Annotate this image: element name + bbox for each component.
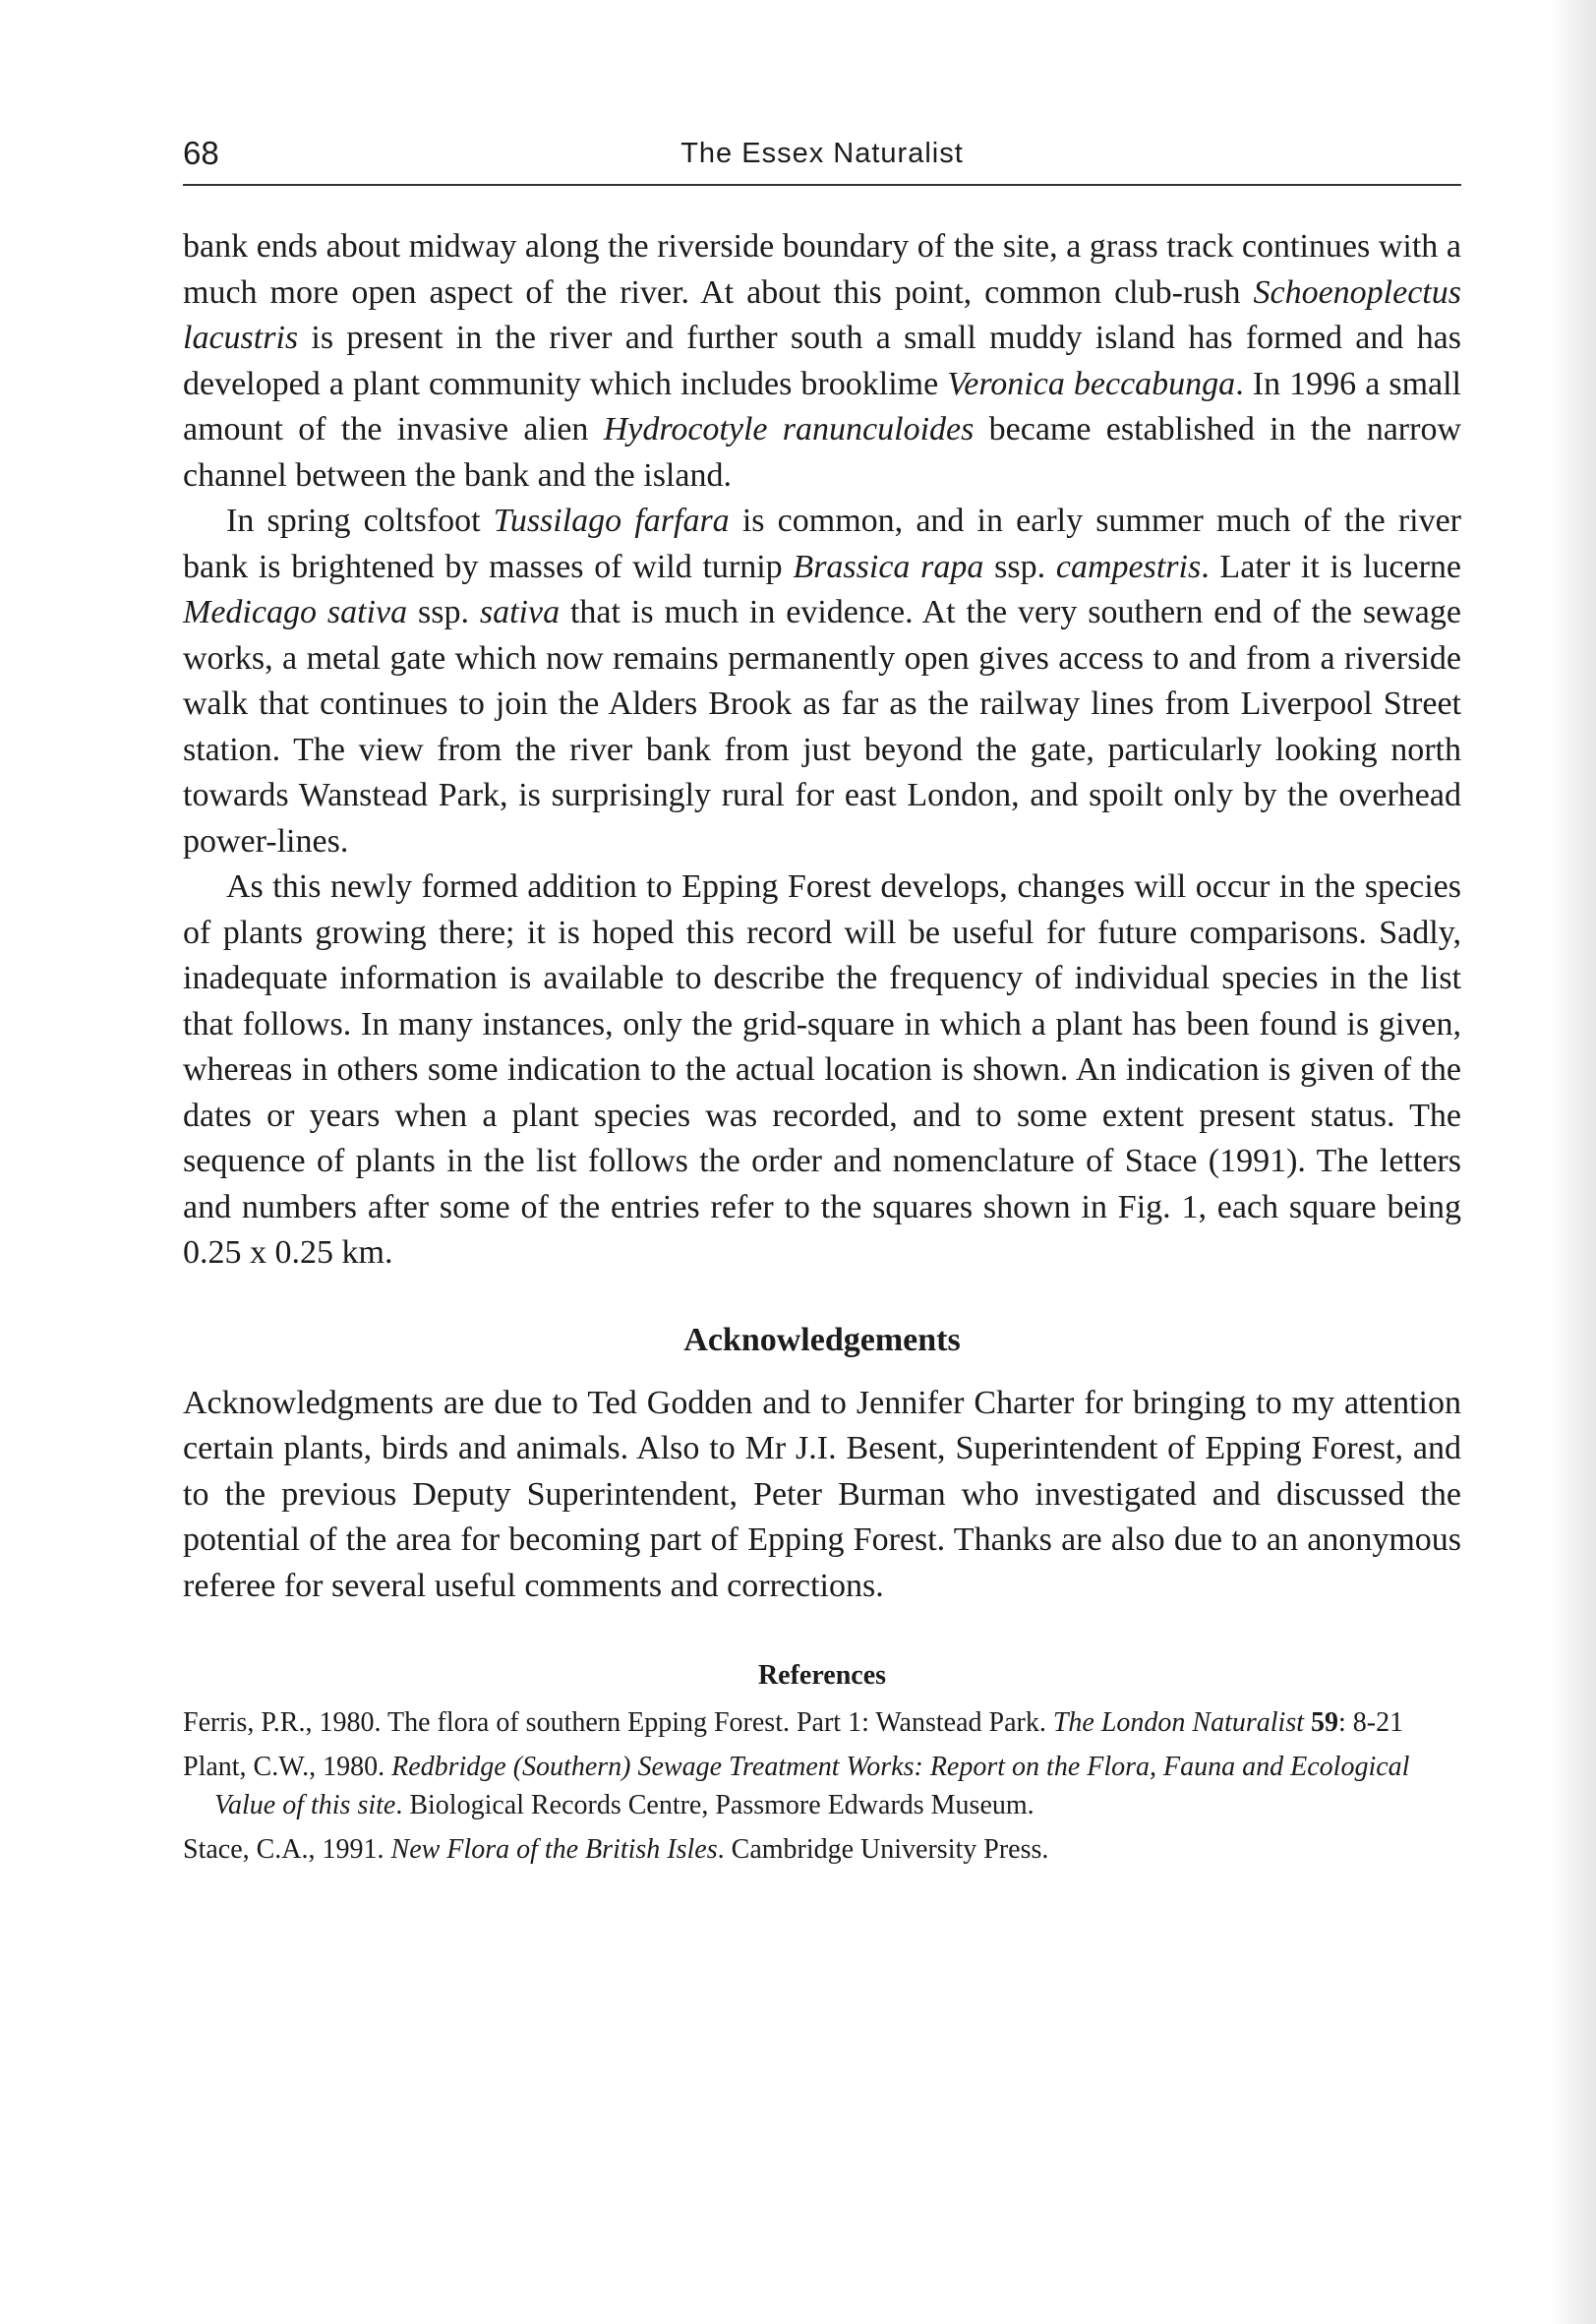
journal-title: The Essex Naturalist xyxy=(680,138,964,169)
header-rule xyxy=(183,184,1461,186)
reference-item: Plant, C.W., 1980. Redbridge (Southern) Sewage Treatment Works: Report on the Flora, Fauna and Ecological Value of this site. Biological Records Centre, Passmore Edwards Museum. xyxy=(183,1752,1410,1820)
acknowledgements-text: Acknowledgments are due to Ted Godden and to Jennifer Charter for bringing to my attention certain plants, birds and animals. Also to Mr J.I. Besent, Superintendent of Epping Forest, and to the previous Deputy Superintendent, Peter Burman who investigated and discussed the potential of the area for becoming part of Epping Forest. Thanks are also due to an anonymous referee for several useful comments and corrections. xyxy=(183,1384,1461,1604)
page-edge-shadow xyxy=(1551,0,1596,2324)
acknowledgements-heading: Acknowledgements xyxy=(683,1321,961,1358)
species-name: Schoenoplectus lacustris xyxy=(183,273,1461,356)
page-number: 68 xyxy=(183,135,219,171)
references-heading: References xyxy=(757,1660,887,1691)
species-name: campestris xyxy=(1055,548,1202,585)
paragraph-river-bank: bank ends about midway along the riverside boundary of the site, a grass track continues with a much more open aspect of the river. At about this point, common club-rush Schoenoplectus lacustris is present in the river and further south a small muddy island has formed and has developed a plant community which includes brooklime Veronica beccabunga. In 1996 a small amount of the invasive alien Hydrocotyle ranunculoides became established in the narrow channel between the bank and the island. xyxy=(183,228,1462,494)
species-name: Brassica rapa xyxy=(793,548,984,585)
paragraph-species-list-notes: As this newly formed addition to Epping Forest develops, changes will occur in the species of plants growing there; it is hoped this record will be useful for future comparisons. Sadly, inadequate information is available to describe the frequency of individual species in the list that follows. In many instances, only the grid-square in which a plant has been found is given, whereas in others some indication to the actual location is shown. An indication is given of the dates or years when a plant species was recorded, and to some extent present status. The sequence of plants in the list follows the order and nomenclature of Stace (1991). The letters and numbers after some of the entries refer to the squares shown in Fig. 1, each square being 0.25 x 0.25 km. xyxy=(183,868,1461,1271)
species-name: Medicago sativa xyxy=(183,594,408,630)
running-header xyxy=(183,130,1461,185)
reference-item: Stace, C.A., 1991. New Flora of the British Isles. Cambridge University Press. xyxy=(183,1834,1049,1865)
species-name: Veronica beccabunga xyxy=(947,365,1236,402)
reference-item: Ferris, P.R., 1980. The flora of southern Epping Forest. Part 1: Wanstead Park. The London Naturalist 59: 8-21 xyxy=(183,1707,1404,1738)
species-name: sativa xyxy=(479,594,561,630)
species-name: Tussilago farfara xyxy=(493,503,730,539)
paragraph-seasonal-flora: In spring coltsfoot Tussilago farfara is common, and in early summer much of the river bank is brightened by masses of wild turnip Brassica rapa ssp. campestris. Later it is lucerne Medicago sativa ssp. sativa that is much in evidence. At the very southern end of the sewage works, a metal gate which now remains permanently open gives access to and from a riverside walk that continues to join the Alders Brook as far as the railway lines from Liverpool Street station. The view from the river bank from just beyond the gate, particularly looking north towards Wanstead Park, is surprisingly rural for east London, and spoilt only by the overhead power-lines. xyxy=(183,503,1462,860)
species-name: Hydrocotyle ranunculoides xyxy=(603,411,975,447)
article-body xyxy=(183,224,1461,1875)
